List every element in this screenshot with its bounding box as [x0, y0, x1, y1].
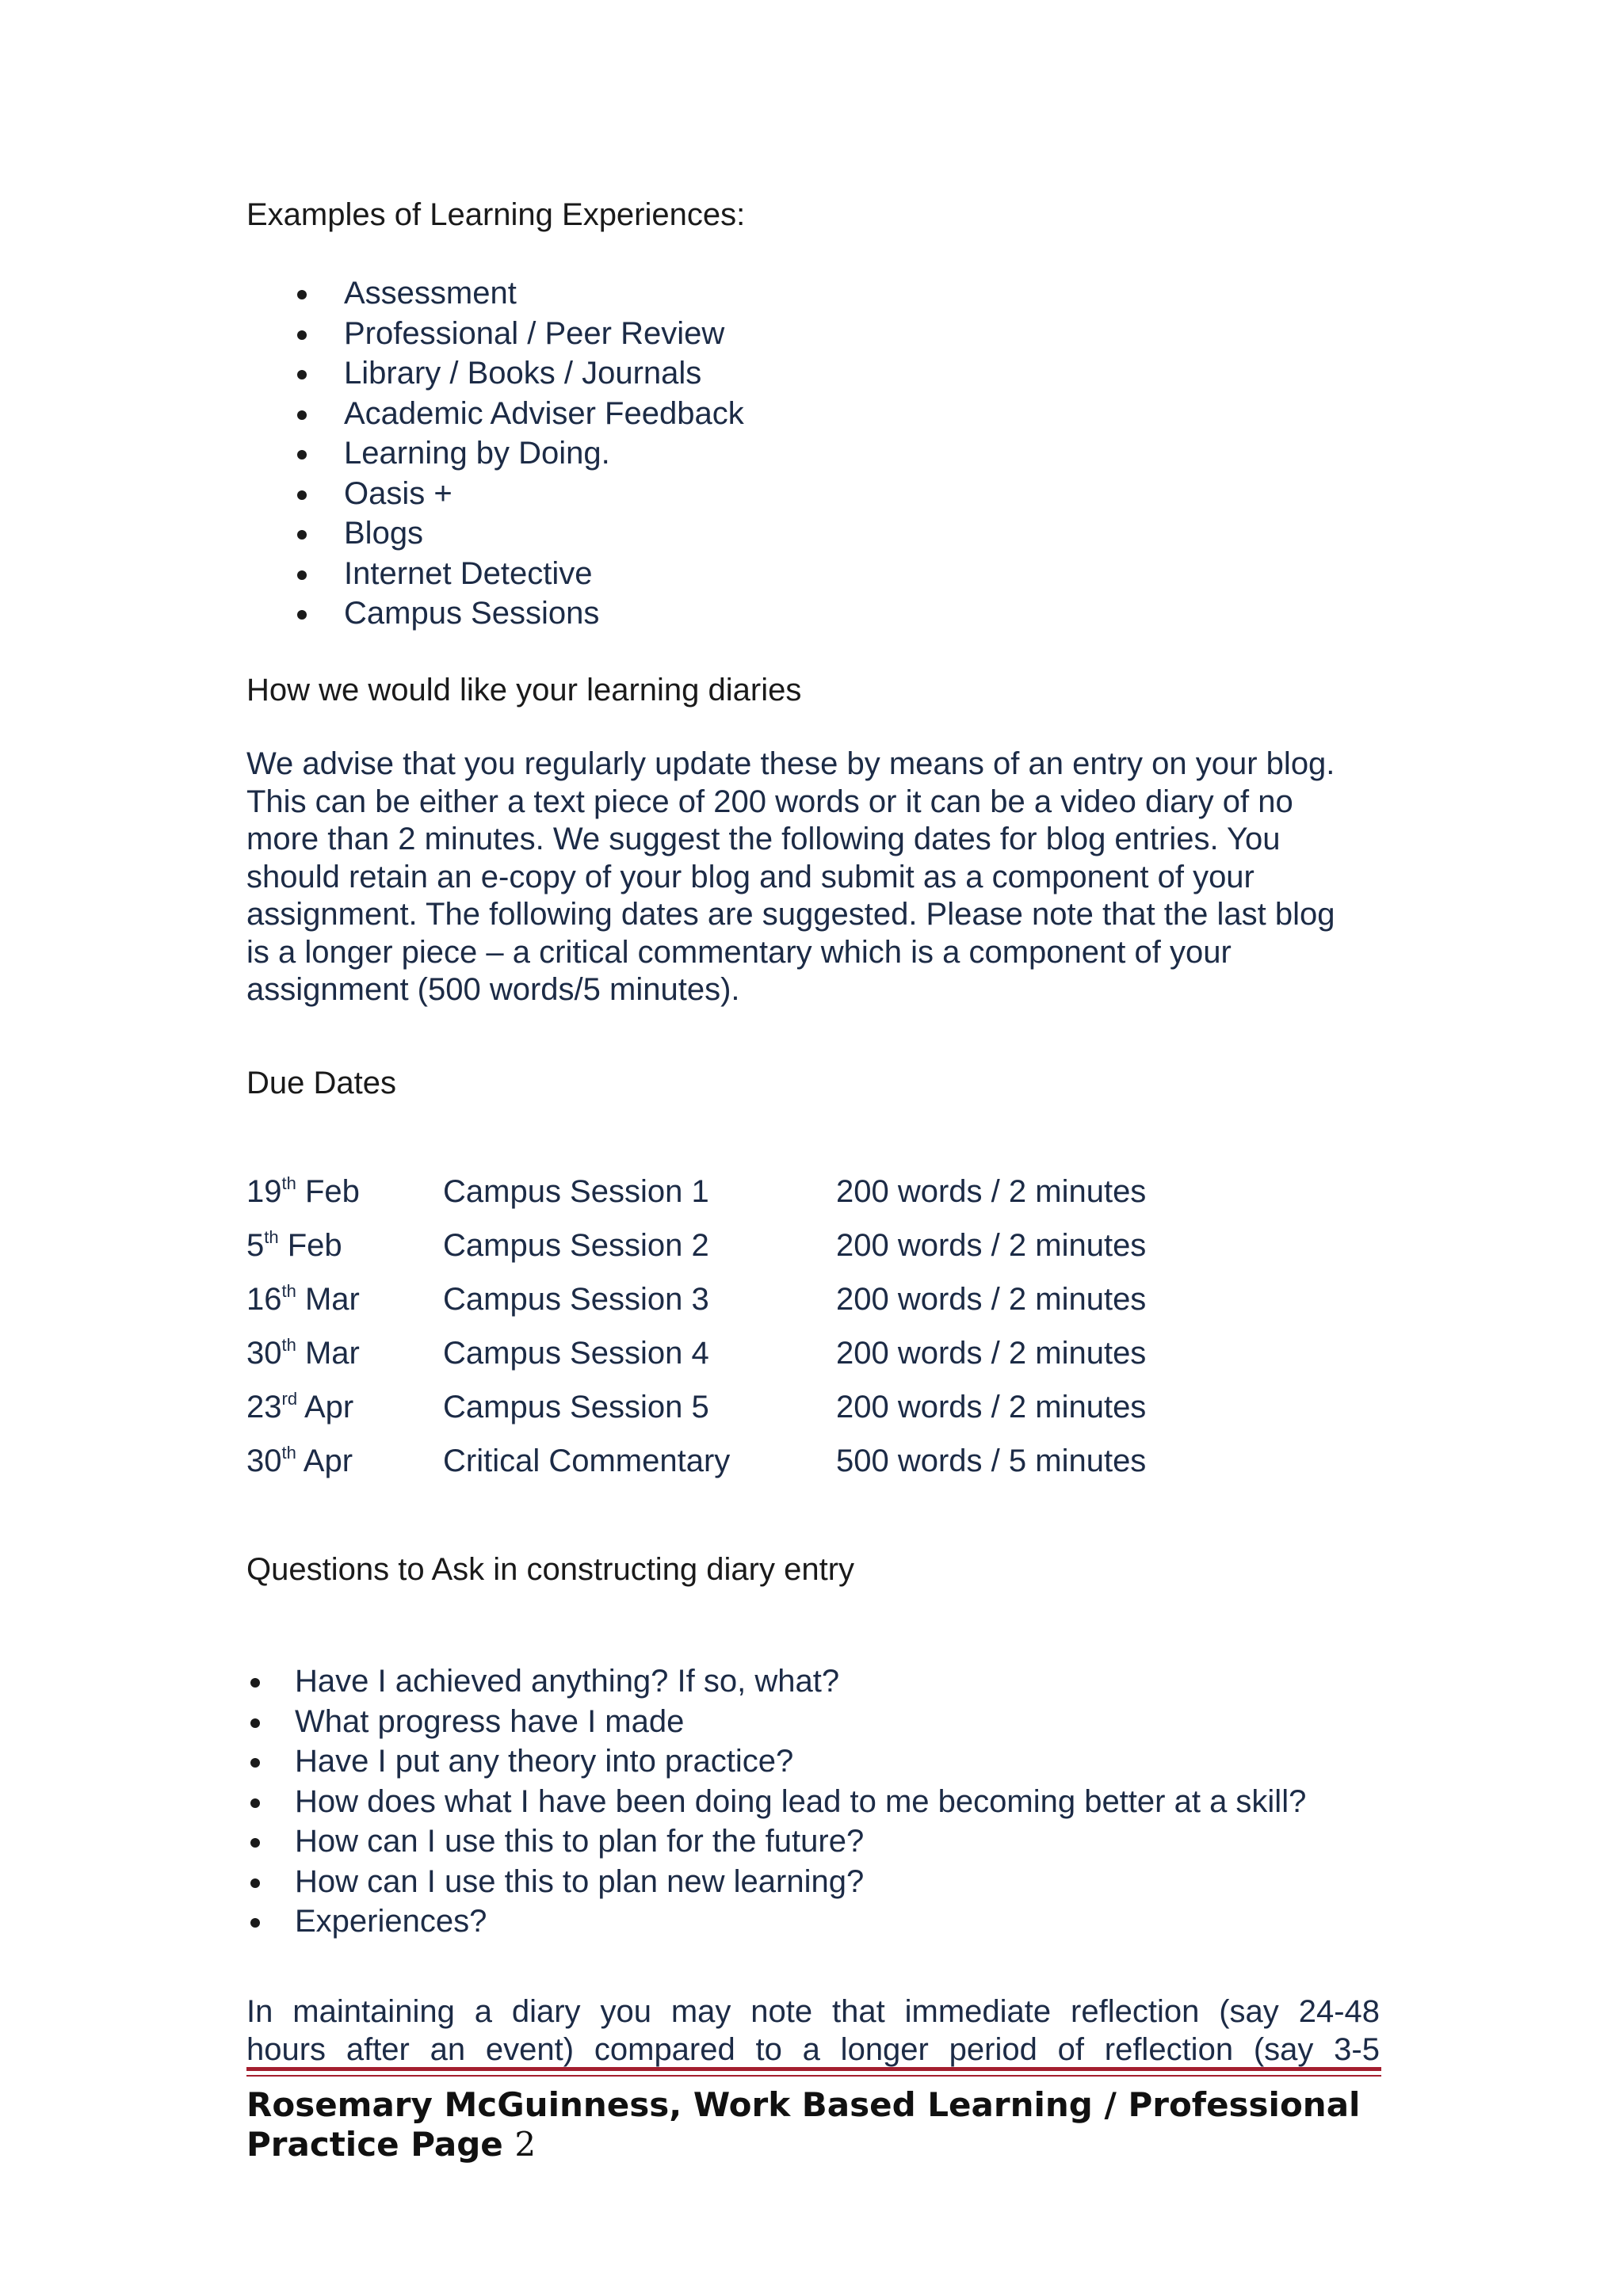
due-session: Campus Session 3: [443, 1282, 709, 1317]
closing-paragraph: [246, 1993, 1380, 2069]
due-length: 200 words / 2 minutes: [836, 1282, 1147, 1317]
due-session: Campus Session 2: [443, 1228, 709, 1263]
list-item: Academic Adviser Feedback: [344, 394, 744, 434]
list-item: How can I use this to plan new learning?: [295, 1862, 1306, 1902]
list-item: Assessment: [344, 273, 744, 314]
due-session: Critical Commentary: [443, 1444, 731, 1478]
footer-line: Rosemary McGuinness, Work Based Learning / Professional: [246, 2085, 1361, 2124]
due-date-row: [246, 1441, 1356, 1495]
footer-line: Practice Page 2: [246, 2125, 537, 2164]
due-date-row: [246, 1333, 1356, 1387]
due-length: 500 words / 5 minutes: [836, 1444, 1147, 1478]
questions-heading: Questions to Ask in constructing diary entry: [246, 1552, 855, 1587]
due-session: Campus Session 1: [443, 1174, 709, 1209]
list-item: Library / Books / Journals: [344, 353, 744, 394]
paragraph-line: assignment. The following dates are suggested. Please note that the last blog: [246, 897, 1335, 932]
due-date-row: [246, 1387, 1356, 1441]
due-date: 23rd Apr: [246, 1388, 354, 1425]
paragraph-line: hours after an event) compared to a longer period of reflection (say 3-5: [246, 2032, 1380, 2067]
due-date-row: [246, 1280, 1356, 1333]
due-date-row: [246, 1226, 1356, 1280]
paragraph-line: more than 2 minutes. We suggest the following dates for blog entries. You: [246, 822, 1281, 856]
list-item: Professional / Peer Review: [344, 314, 744, 354]
questions-list: [295, 1661, 1306, 1942]
paragraph-line: is a longer piece – a critical commentary which is a component of your: [246, 934, 1232, 970]
due-length: 200 words / 2 minutes: [836, 1174, 1147, 1209]
due-session: Campus Session 4: [443, 1336, 709, 1371]
due-date: 16th Mar: [246, 1280, 360, 1317]
due-date: 30th Apr: [246, 1442, 353, 1478]
list-item: Have I achieved anything? If so, what?: [295, 1661, 1306, 1702]
page-footer: [246, 2085, 1396, 2164]
list-item: Blogs: [344, 513, 744, 554]
learning-experiences-list: [344, 273, 744, 634]
due-length: 200 words / 2 minutes: [836, 1228, 1147, 1263]
list-item: How can I use this to plan for the future?: [295, 1821, 1306, 1862]
list-item: Oasis +: [344, 474, 744, 514]
due-length: 200 words / 2 minutes: [836, 1336, 1147, 1371]
paragraph-line: In maintaining a diary you may note that immediate reflection (say 24-48: [246, 1994, 1380, 2029]
list-item: Campus Sessions: [344, 593, 744, 634]
list-item: How does what I have been doing lead to me becoming better at a skill?: [295, 1782, 1306, 1822]
list-item: What progress have I made: [295, 1702, 1306, 1742]
learning-diaries-paragraph: [246, 746, 1380, 1009]
list-item: Internet Detective: [344, 554, 744, 594]
footer-rule-thin: [246, 2075, 1381, 2077]
footer-rule-thick: [246, 2067, 1381, 2071]
due-length: 200 words / 2 minutes: [836, 1390, 1147, 1425]
list-item: Experiences?: [295, 1901, 1306, 1942]
due-date: 19th Feb: [246, 1173, 360, 1209]
due-date-row: [246, 1172, 1356, 1226]
list-item: Have I put any theory into practice?: [295, 1741, 1306, 1782]
due-session: Campus Session 5: [443, 1390, 709, 1425]
due-date: 30th Mar: [246, 1334, 360, 1371]
page-number: 2: [514, 2125, 537, 2164]
paragraph-line: We advise that you regularly update these by means of an entry on your blog.: [246, 746, 1335, 781]
due-dates-heading: Due Dates: [246, 1066, 396, 1100]
list-item: Learning by Doing.: [344, 433, 744, 474]
paragraph-line: This can be either a text piece of 200 words or it can be a video diary of no: [246, 784, 1293, 819]
learning-diaries-heading: How we would like your learning diaries: [246, 673, 802, 707]
paragraph-line: should retain an e-copy of your blog and submit as a component of your: [246, 859, 1254, 894]
learning-experiences-heading: Examples of Learning Experiences:: [246, 197, 746, 232]
due-date: 5th Feb: [246, 1226, 342, 1263]
paragraph-line: assignment (500 words/5 minutes).: [246, 972, 740, 1007]
